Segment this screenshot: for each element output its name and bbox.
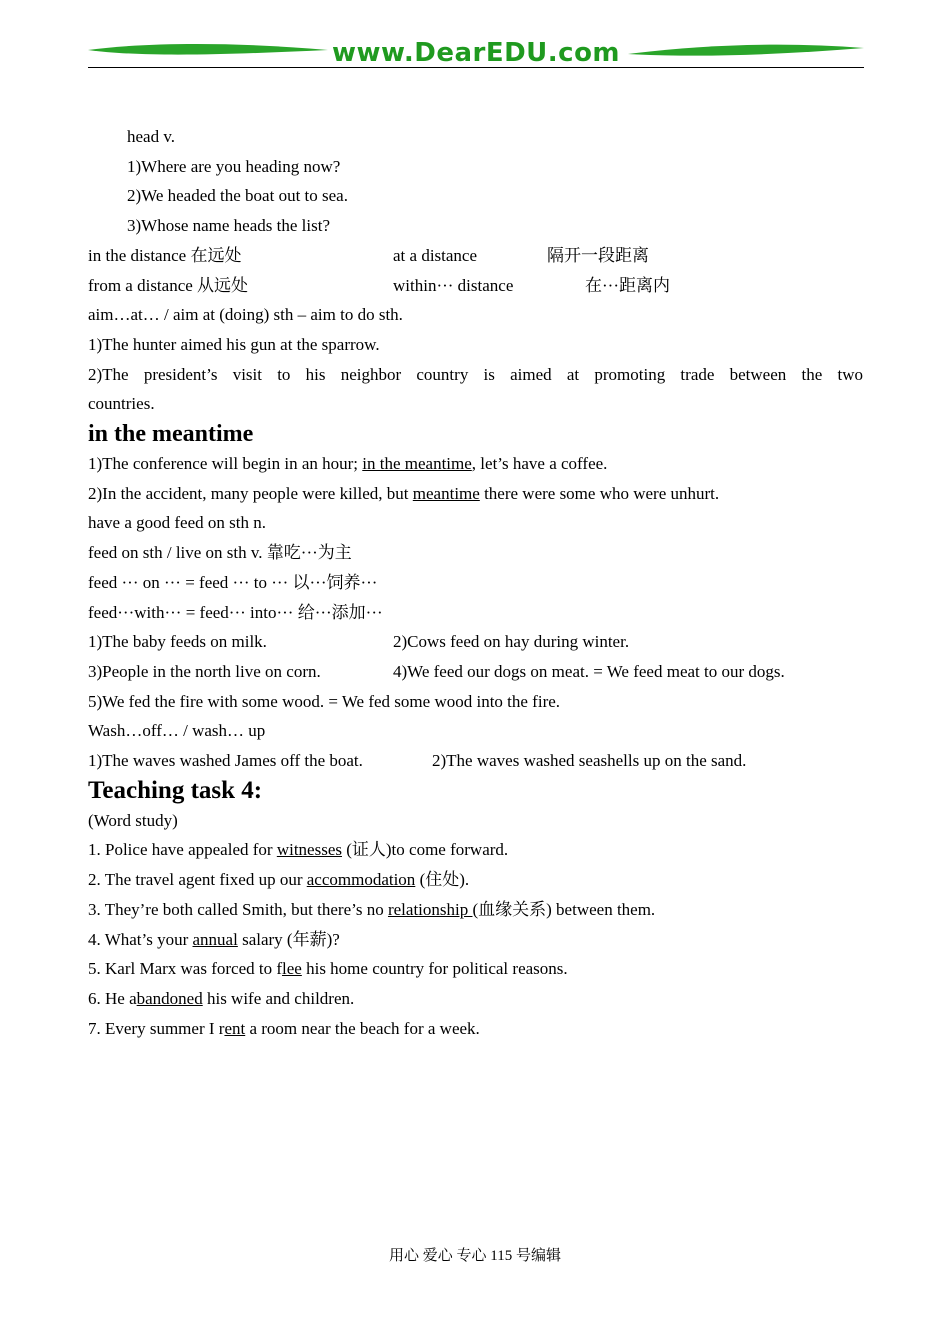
text: 4. What’s your — [88, 929, 193, 949]
word-study-label: (Word study) — [88, 810, 178, 830]
text: his wife and children. — [202, 988, 355, 1008]
distance-phrase: from a distance 从远处 — [88, 275, 249, 295]
header-rule — [88, 67, 864, 68]
text: , let’s have a coffee. — [471, 454, 608, 474]
aim-example-1: 1)The hunter aimed his gun at the sparrow. — [88, 334, 380, 354]
word-item-7 — [88, 1014, 863, 1044]
text: 1. Police have appealed for — [88, 840, 277, 860]
distance-meaning: 隔开一段距离 — [547, 245, 649, 265]
meantime-example-1 — [88, 449, 863, 479]
text: 2)In the accident, many people were killed, but — [88, 483, 413, 503]
feed-example-4: 4)We feed our dogs on meat. = We feed meat to our dogs. — [393, 661, 785, 681]
page-footer: 用心 爱心 专心 115 号编辑 — [389, 1248, 561, 1264]
text: 3. They’re both called Smith, but there’s no — [88, 899, 388, 919]
underlined-word: ent — [224, 1018, 246, 1038]
text: 2. The travel agent fixed up our — [88, 870, 307, 890]
text: there were some who were unhurt. — [479, 483, 720, 503]
wash-example-2: 2)The waves washed seashells up on the sand. — [432, 751, 747, 771]
feed-example-1: 1)The baby feeds on milk. — [88, 632, 267, 652]
wash-title: Wash…off… / wash… up — [88, 721, 266, 741]
meantime-heading: in the meantime — [88, 421, 254, 448]
underlined-word: accommodation — [306, 870, 416, 890]
text: (证人)to come forward. — [341, 840, 509, 860]
underlined-term: in the meantime — [362, 454, 472, 474]
head-title: head v. — [127, 127, 175, 146]
feed-phrase-2: feed on sth / live on sth v. 靠吃···为主 — [88, 543, 352, 563]
text: (血缘关系) between them. — [472, 899, 656, 919]
aim-title: aim…at… / aim at (doing) sth – aim to do sth. — [88, 305, 403, 325]
feed-examples-row-2 — [88, 657, 863, 687]
head-example-1: 1)Where are you heading now? — [127, 156, 341, 176]
distance-meaning: 在···距离内 — [585, 275, 670, 295]
underlined-word: lee — [282, 959, 302, 979]
feed-examples-row-1 — [88, 627, 863, 657]
text: 7. Every summer I r — [88, 1018, 225, 1038]
site-logo-text: www.DearEDU.com — [331, 38, 621, 68]
feed-phrase-4: feed···with··· = feed··· into··· 给···添加··· — [88, 602, 383, 622]
page-header — [88, 36, 864, 72]
text: salary (年薪)? — [237, 929, 340, 949]
underlined-word: witnesses — [276, 840, 342, 860]
aim-example-2-cont: countries. — [88, 394, 155, 414]
text: a room near the beach for a week. — [245, 1018, 480, 1038]
aim-example-2: 2)The president’s visit to his neighbor country is aimed at promoting trade between the two — [88, 364, 863, 384]
underlined-term: meantime — [412, 483, 480, 503]
wash-examples-row — [88, 746, 863, 776]
word-item-1 — [88, 835, 863, 865]
underlined-word: relationship — [387, 899, 473, 919]
underlined-word: bandoned — [136, 988, 203, 1008]
underlined-word: annual — [192, 929, 238, 949]
distance-phrase: at a distance — [393, 245, 478, 265]
text: 6. He a — [88, 988, 137, 1008]
feed-phrase-3: feed ··· on ··· = feed ··· to ··· 以···饲养··· — [88, 572, 378, 592]
text: 5. Karl Marx was forced to f — [88, 959, 283, 979]
meantime-example-2 — [88, 479, 863, 509]
text: 1)The conference will begin in an hour; — [88, 454, 363, 474]
word-item-2 — [88, 865, 863, 895]
word-item-6 — [88, 984, 863, 1014]
distance-phrase: in the distance 在远处 — [88, 245, 242, 265]
feed-example-2: 2)Cows feed on hay during winter. — [393, 632, 630, 652]
word-item-4 — [88, 925, 863, 955]
document-body — [88, 122, 863, 1043]
distance-phrase: within··· distance — [393, 275, 514, 295]
feed-example-3: 3)People in the north live on corn. — [88, 661, 321, 681]
text: his home country for political reasons. — [301, 959, 568, 979]
head-example-3: 3)Whose name heads the list? — [127, 216, 330, 236]
teaching-task-heading: Teaching task 4: — [88, 776, 263, 804]
feed-example-5: 5)We fed the fire with some wood. = We fed some wood into the fire. — [88, 691, 561, 711]
wash-example-1: 1)The waves washed James off the boat. — [88, 751, 363, 771]
text: (住处). — [415, 870, 470, 890]
word-item-5 — [88, 954, 863, 984]
word-item-3 — [88, 895, 863, 925]
distance-row-1 — [88, 241, 863, 271]
feed-phrase-1: have a good feed on sth n. — [88, 513, 266, 533]
head-example-2: 2)We headed the boat out to sea. — [127, 186, 348, 206]
distance-row-2 — [88, 271, 863, 301]
